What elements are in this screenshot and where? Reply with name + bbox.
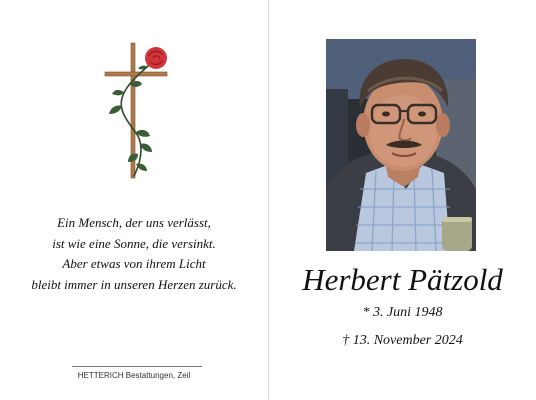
footer-divider xyxy=(72,366,202,367)
deceased-name: Herbert Pätzold xyxy=(302,262,503,297)
memorial-poem xyxy=(0,213,268,295)
birth-date: * 3. Juni 1948 xyxy=(362,305,443,320)
poem-line: Aber etwas von ihrem Licht xyxy=(62,256,206,271)
poem-line: Ein Mensch, der uns verlässt, xyxy=(57,215,211,230)
undertaker-credit: HETTERICH Bestattungen, Zeil xyxy=(77,371,191,380)
poem-line: ist wie eine Sonne, die versinkt. xyxy=(52,235,216,251)
death-date: † 13. November 2024 xyxy=(342,333,463,348)
cross-with-rose-icon xyxy=(100,40,175,185)
poem-line: bleibt immer in unseren Herzen zurück. xyxy=(31,276,237,292)
portrait-photo xyxy=(326,39,476,251)
